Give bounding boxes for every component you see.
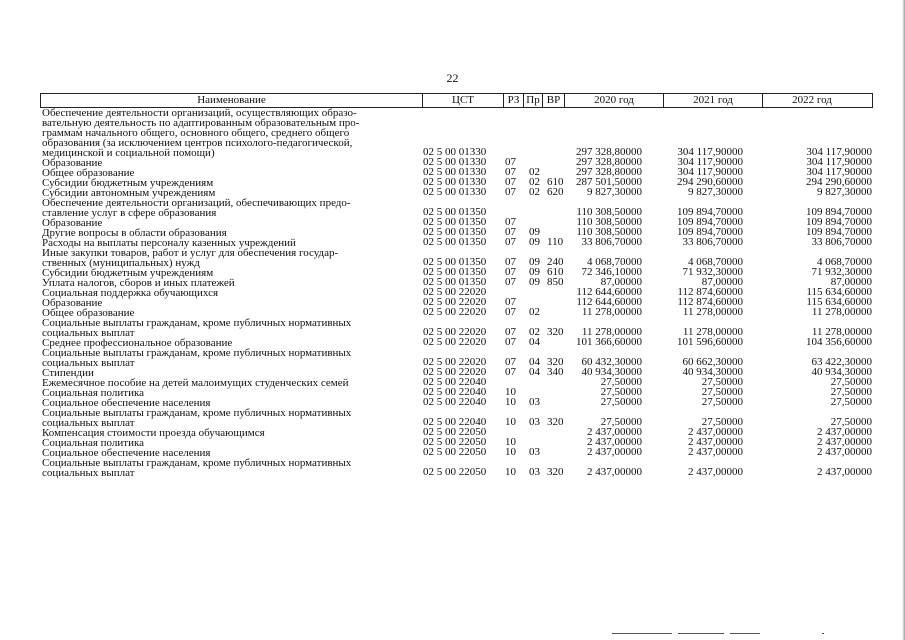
cst-cell: 02 5 00 22040 [423,386,487,398]
cst-cell: 02 5 00 01350 [423,236,487,248]
cst-cell: 02 5 00 22020 [423,356,487,368]
row-name: Ежемесячное пособие на детей малоимущих студенческих семей [42,377,349,389]
pr-cell: 04 [529,336,540,348]
amount-2020: 112 644,60000 [576,286,642,298]
rz-cell: 07 [505,236,516,248]
header-vr: ВР [542,94,564,107]
row-name: Образование [42,157,103,169]
rz-cell: 07 [505,276,516,288]
rz-cell: 07 [505,366,516,378]
rz-cell: 10 [505,466,516,478]
pr-cell: 02 [529,176,540,188]
amount-2022: 109 894,70000 [806,206,872,218]
pr-cell: 02 [529,186,540,198]
rz-cell: 10 [505,396,516,408]
amount-2021: 304 117,90000 [677,156,743,168]
rz-cell: 07 [505,306,516,318]
cst-cell: 02 5 00 22020 [423,296,487,308]
table-row [42,198,872,218]
cst-cell: 02 5 00 22050 [423,466,487,478]
amount-2021: 33 806,70000 [682,236,743,248]
table-row [42,318,872,338]
pr-cell: 04 [529,356,540,368]
amount-2020: 11 278,00000 [581,326,642,338]
amount-2021: 304 117,90000 [677,146,743,158]
cst-cell: 02 5 00 22020 [423,326,487,338]
amount-2022: 33 806,70000 [811,236,872,248]
cst-cell: 02 5 00 01350 [423,256,487,268]
vr-cell: 850 [547,276,564,288]
amount-2021: 9 827,30000 [688,186,743,198]
amount-2022: 27,50000 [830,416,872,428]
row-name: Социальные выплаты гражданам, кроме публичных нормативных социальных выплат [42,407,352,429]
amount-2020: 11 278,00000 [581,306,642,318]
amount-2020: 40 934,30000 [581,366,642,378]
table-row [42,348,872,368]
cst-cell: 02 5 00 22050 [423,426,487,438]
cst-cell: 02 5 00 01330 [423,176,487,188]
rz-cell: 07 [505,226,516,238]
pr-cell: 03 [529,416,540,428]
header-name: Наименование [197,94,266,106]
amount-2021: 112 874,60000 [677,286,743,298]
cst-cell: 02 5 00 01350 [423,216,487,228]
row-name: Компенсация стоимости проезда обучающимся [42,427,265,439]
pr-cell: 09 [529,266,540,278]
amount-2020: 4 068,70000 [587,256,642,268]
rz-cell: 07 [505,216,516,228]
amount-2020: 297 328,80000 [576,146,642,158]
rz-cell: 07 [505,356,516,368]
amount-2022: 63 422,30000 [811,356,872,368]
amount-2022: 304 117,90000 [806,166,872,178]
pr-cell: 09 [529,256,540,268]
row-name: Обеспечение деятельности организаций, осуществляющих образо- вательную деятельность по адаптированным образовательным про- граммам начального общего, основного общего, среднего общего образования (за исключением центров психолого-педагогической, медицинской и социальной помощи) [42,107,360,159]
table-row [42,408,872,428]
rz-cell: 07 [505,176,516,188]
amount-2021: 294 290,60000 [677,176,743,188]
row-name: Уплата налогов, сборов и иных платежей [42,277,235,289]
cst-cell: 02 5 00 01330 [423,166,487,178]
amount-2020: 2 437,00000 [587,426,642,438]
rz-cell: 10 [505,416,516,428]
cst-cell: 02 5 00 22020 [423,366,487,378]
cst-cell: 02 5 00 22040 [423,396,487,408]
vr-cell: 320 [547,326,564,338]
cst-cell: 02 5 00 01330 [423,186,487,198]
amount-2021: 2 437,00000 [688,446,743,458]
amount-2022: 109 894,70000 [806,226,872,238]
row-name: Иные закупки товаров, работ и услуг для обеспечения государ- ственных (муниципальных) нужд [42,247,339,269]
rz-cell: 07 [505,296,516,308]
header-2021: 2021 год [663,94,762,107]
row-name: Социальная политика [42,387,145,399]
row-name: Социальное обеспечение населения [42,447,211,459]
cst-cell: 02 5 00 01350 [423,206,487,218]
row-name: Социальные выплаты гражданам, кроме публичных нормативных социальных выплат [42,317,352,339]
amount-2021: 2 437,00000 [688,426,743,438]
vr-cell: 320 [547,416,564,428]
rz-cell: 07 [505,336,516,348]
rz-cell: 07 [505,166,516,178]
row-name: Социальные выплаты гражданам, кроме публичных нормативных социальных выплат [42,457,352,479]
amount-2020: 27,50000 [600,416,642,428]
amount-2022: 2 437,00000 [817,426,872,438]
page-number: 22 [446,71,459,85]
pr-cell: 03 [529,466,540,478]
amount-2021: 71 932,30000 [682,266,743,278]
amount-2020: 110 308,50000 [576,206,642,218]
header-cst: ЦСТ [422,94,503,107]
pr-cell: 02 [529,166,540,178]
header-2022: 2022 год [762,94,861,107]
rz-cell: 10 [505,386,516,398]
amount-2020: 101 366,60000 [576,336,642,348]
amount-2021: 11 278,00000 [682,306,743,318]
row-name: Общее образование [42,307,135,319]
amount-2022: 11 278,00000 [811,306,872,318]
row-name: Среднее профессиональное образование [42,337,233,349]
amount-2021: 304 117,90000 [677,166,743,178]
row-name: Субсидии бюджетным учреждениям [42,267,214,279]
rz-cell: 07 [505,256,516,268]
cst-cell: 02 5 00 01350 [423,276,487,288]
amount-2022: 11 278,00000 [811,326,872,338]
rz-cell: 07 [505,186,516,198]
pr-cell: 02 [529,306,540,318]
row-name: Расходы на выплаты персоналу казенных учреждений [42,237,296,249]
vr-cell: 110 [547,236,564,248]
amount-2022: 109 894,70000 [806,216,872,228]
amount-2020: 297 328,80000 [576,156,642,168]
amount-2021: 40 934,30000 [682,366,743,378]
amount-2021: 109 894,70000 [677,216,743,228]
amount-2020: 33 806,70000 [581,236,642,248]
amount-2021: 4 068,70000 [688,256,743,268]
row-name: Субсидии автономным учреждениям [42,187,216,199]
amount-2020: 60 432,30000 [581,356,642,368]
pr-cell: 09 [529,226,540,238]
amount-2020: 112 644,60000 [576,296,642,308]
row-name: Общее образование [42,167,135,179]
vr-cell: 610 [547,266,564,278]
vr-cell: 320 [547,356,564,368]
vr-cell: 240 [547,256,564,268]
amount-2021: 11 278,00000 [682,326,743,338]
cst-cell: 02 5 00 22020 [423,286,487,298]
rz-cell: 07 [505,326,516,338]
amount-2022: 115 634,60000 [806,296,872,308]
row-name: Социальные выплаты гражданам, кроме публичных нормативных социальных выплат [42,347,352,369]
amount-2022: 27,50000 [830,396,872,408]
amount-2022: 304 117,90000 [806,156,872,168]
cst-cell: 02 5 00 01330 [423,146,487,158]
amount-2022: 294 290,60000 [806,176,872,188]
amount-2021: 109 894,70000 [677,226,743,238]
amount-2022: 2 437,00000 [817,446,872,458]
amount-2020: 27,50000 [600,396,642,408]
table-row [42,248,872,268]
row-name: Социальная политика [42,437,145,449]
pr-cell: 03 [529,396,540,408]
cst-cell: 02 5 00 22040 [423,376,487,388]
row-name: Субсидии бюджетным учреждениям [42,177,214,189]
amount-2020: 2 437,00000 [587,466,642,478]
row-name: Образование [42,217,103,229]
row-name: Социальное обеспечение населения [42,397,211,409]
amount-2020: 287 501,50000 [576,176,642,188]
amount-2022: 115 634,60000 [806,286,872,298]
amount-2021: 87,00000 [701,276,743,288]
header-rz: РЗ [503,94,523,107]
header-pr: Пр [523,94,542,107]
amount-2021: 101 596,60000 [677,336,743,348]
amount-2022: 9 827,30000 [817,186,872,198]
table-row [42,108,872,158]
amount-2020: 27,50000 [600,376,642,388]
amount-2021: 2 437,00000 [688,436,743,448]
cst-cell: 02 5 00 01350 [423,266,487,278]
row-name: Образование [42,297,103,309]
cst-cell: 02 5 00 01330 [423,156,487,168]
row-name: Другие вопросы в области образования [42,227,227,239]
row-name: Стипендии [42,367,94,379]
rz-cell: 07 [505,156,516,168]
budget-table-body [42,108,872,478]
vr-cell: 340 [547,366,564,378]
header-2020: 2020 год [564,94,663,107]
rz-cell: 10 [505,446,516,458]
amount-2020: 297 328,80000 [576,166,642,178]
cst-cell: 02 5 00 22050 [423,436,487,448]
amount-2020: 2 437,00000 [587,446,642,458]
cst-cell: 02 5 00 22020 [423,336,487,348]
cst-cell: 02 5 00 22040 [423,416,487,428]
amount-2020: 9 827,30000 [587,186,642,198]
amount-2022: 2 437,00000 [817,436,872,448]
pr-cell: 03 [529,446,540,458]
rz-cell: 10 [505,436,516,448]
amount-2021: 27,50000 [701,396,743,408]
cst-cell: 02 5 00 01350 [423,226,487,238]
vr-cell: 320 [547,466,564,478]
amount-2020: 87,00000 [600,276,642,288]
scan-artifact [612,630,822,636]
table-row [42,458,872,478]
amount-2020: 27,50000 [600,386,642,398]
amount-2020: 110 308,50000 [576,226,642,238]
amount-2020: 2 437,00000 [587,436,642,448]
amount-2021: 60 662,30000 [682,356,743,368]
vr-cell: 610 [547,176,564,188]
amount-2021: 109 894,70000 [677,206,743,218]
amount-2022: 71 932,30000 [811,266,872,278]
pr-cell: 09 [529,236,540,248]
amount-2020: 72 346,10000 [581,266,642,278]
amount-2021: 27,50000 [701,376,743,388]
table-header [40,93,873,108]
amount-2021: 27,50000 [701,416,743,428]
amount-2022: 87,00000 [830,276,872,288]
pr-cell: 09 [529,276,540,288]
row-name: Социальная поддержка обучающихся [42,287,219,299]
amount-2020: 110 308,50000 [576,216,642,228]
pr-cell: 04 [529,366,540,378]
row-name: Обеспечение деятельности организаций, обеспечивающих предо- ставление услуг в сфере образования [42,197,351,219]
vr-cell: 620 [547,186,564,198]
amount-2021: 27,50000 [701,386,743,398]
amount-2022: 27,50000 [830,386,872,398]
cst-cell: 02 5 00 22050 [423,446,487,458]
amount-2022: 2 437,00000 [817,466,872,478]
amount-2022: 40 934,30000 [811,366,872,378]
amount-2021: 2 437,00000 [688,466,743,478]
amount-2022: 27,50000 [830,376,872,388]
pr-cell: 02 [529,326,540,338]
rz-cell: 07 [505,266,516,278]
amount-2022: 4 068,70000 [817,256,872,268]
amount-2022: 304 117,90000 [806,146,872,158]
amount-2021: 112 874,60000 [677,296,743,308]
amount-2022: 104 356,60000 [806,336,872,348]
cst-cell: 02 5 00 22020 [423,306,487,318]
